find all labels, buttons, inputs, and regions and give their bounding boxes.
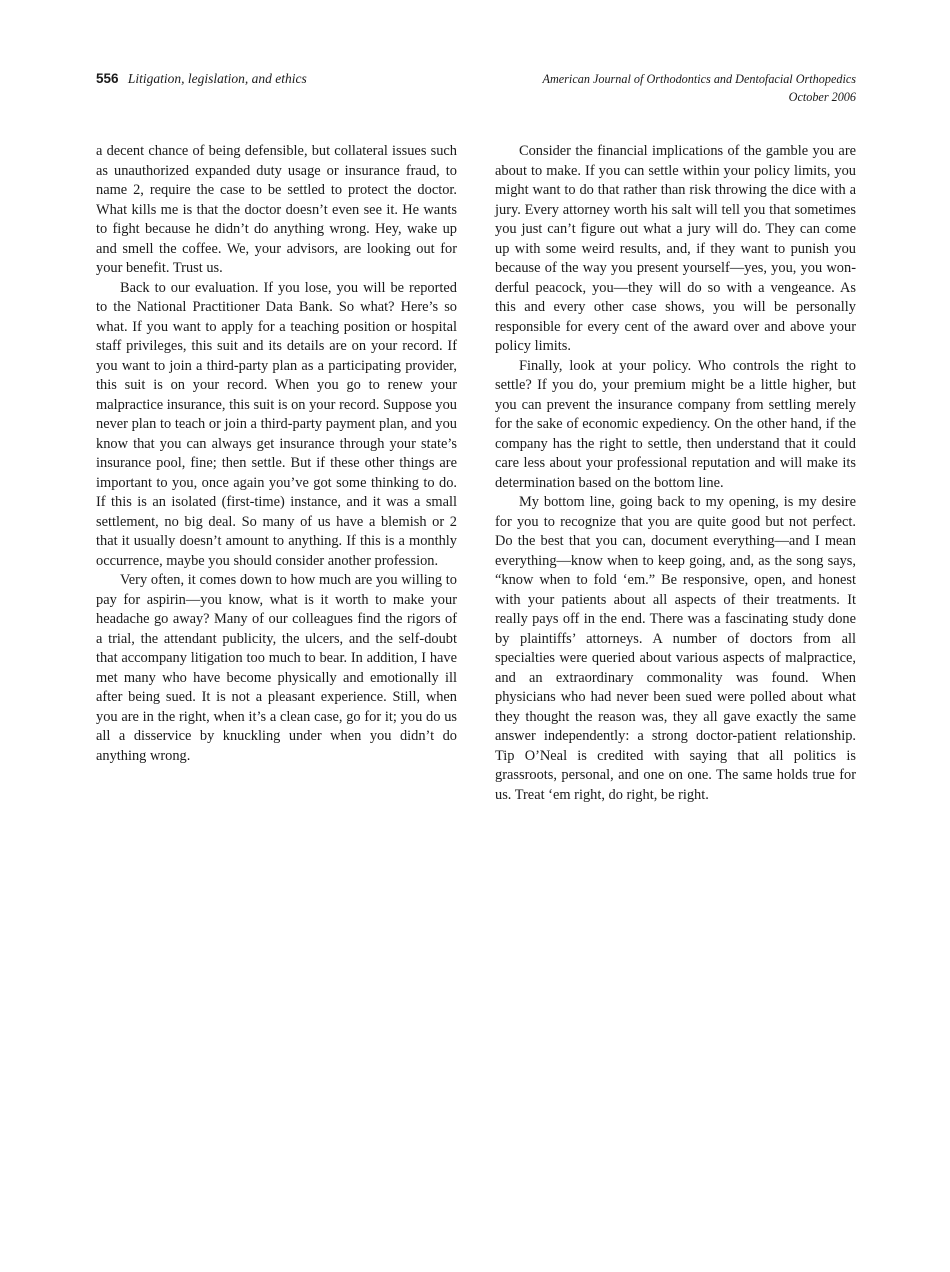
paragraph: Finally, look at your policy. Who controls the right to settle? If you do, your premium might be a little higher, but you can prevent the insurance company from settling merely for the sake of economic expediency. On the other hand, if the company has the right to settle, then understand that it could care less about your professional reputation and will make its determination based on the bottom line. (495, 357, 856, 491)
header-left (96, 70, 307, 88)
paragraph: My bottom line, going back to my opening, is my desire for you to recognize that you are quite good but not perfect. Do the best that you can, document everything—and I mean everything—know when to keep going, and, as the song says, “know when to fold ‘em.” Be responsive, open, and honest with your patients about all aspects of their treatments. It really pays off in the end. There was a fascinating study done by plaintiffs’ attorneys. A number of doctors from all specialties were queried about various aspects of malpractice, and an extraordinary commonality was found. When physicians who had never been sued were polled about what they thought the reason was, they all gave exactly the same answer independently: a strong doctor-patient relationship. Tip O’Neal is credited with saying that all politics is grassroots, personal, and one on one. The same holds true for us. Treat ‘em right, do right, be right. (495, 494, 856, 803)
section-title: Litigation, legislation, and ethics (127, 71, 307, 86)
paragraph: a decent chance of being defensible, but collateral issues such as unauthorized expanded duty usage or insurance fraud, to name 2, require the case to be settled to protect the doctor. What kills me is that the doctor doesn’t even see it. He wants to fight because he didn’t do anything wrong. Hey, wake up and smell the coffee. We, your advisors, are looking out for your benefit. Trust us. (96, 143, 457, 276)
page-number: 556 (96, 71, 119, 86)
header-right (543, 70, 856, 106)
right-column (495, 142, 856, 805)
left-column (96, 142, 457, 766)
journal-name: American Journal of Orthodontics and Dentofacial Orthopedics (542, 72, 856, 86)
paragraph: Very often, it comes down to how much are you willing to pay for aspirin—you know, what is it worth to make your headache go away? Many of our colleagues find the rigors of a trial, the attendant publicity, the ulcers, and the self-doubt that accompany litigation too much to bear. In addition, I have met many who have become physically and emotionally ill after being sued. It is not a pleasant experience. Still, when you are in the right, when it’s a clean case, go for it; you do us all a disservice by knuckling under when you didn’t do anything wrong. (96, 572, 457, 764)
paragraph: Back to our evaluation. If you lose, you will be reported to the National Practitioner Data Bank. So what? Here’s so what. If you want to apply for a teaching position or hospital staff privileges, this suit and its details are on your record. If you want to join a third-party plan as a participating provider, this suit is on your record. When you go to renew your malpractice insurance, this suit is on your record. Suppose you never plan to teach or join a third-party payment plan, and you know that you can always get insurance through your state’s insurance pool, fine; then settle. But if these other things are important to you, once again you’ve got some thinking to do. If this is an isolated (first-time) instance, and it was a small settlement, no big deal. So many of us have a blemish or 2 that it usually doesn’t amount to anything. If this is a monthly occurrence, maybe you should consider another profession. (96, 279, 457, 569)
issue-date: October 2006 (788, 90, 856, 104)
paragraph: Consider the financial implications of the gamble you are about to make. If you can settle within your policy limits, you might want to do that rather than risk throwing the dice with a jury. Every attorney worth his salt will tell you that sometimes you just can’t figure out what a jury will do. They can come up with some weird results, and, if they want to punish you because of the way you present yourself—yes, you, you wonderful peacock, you—they will do so with a vengeance. As this and every other case shows, you will be personally responsible for every cent of the award over and above your policy limits. (495, 143, 856, 354)
running-header (96, 70, 856, 110)
